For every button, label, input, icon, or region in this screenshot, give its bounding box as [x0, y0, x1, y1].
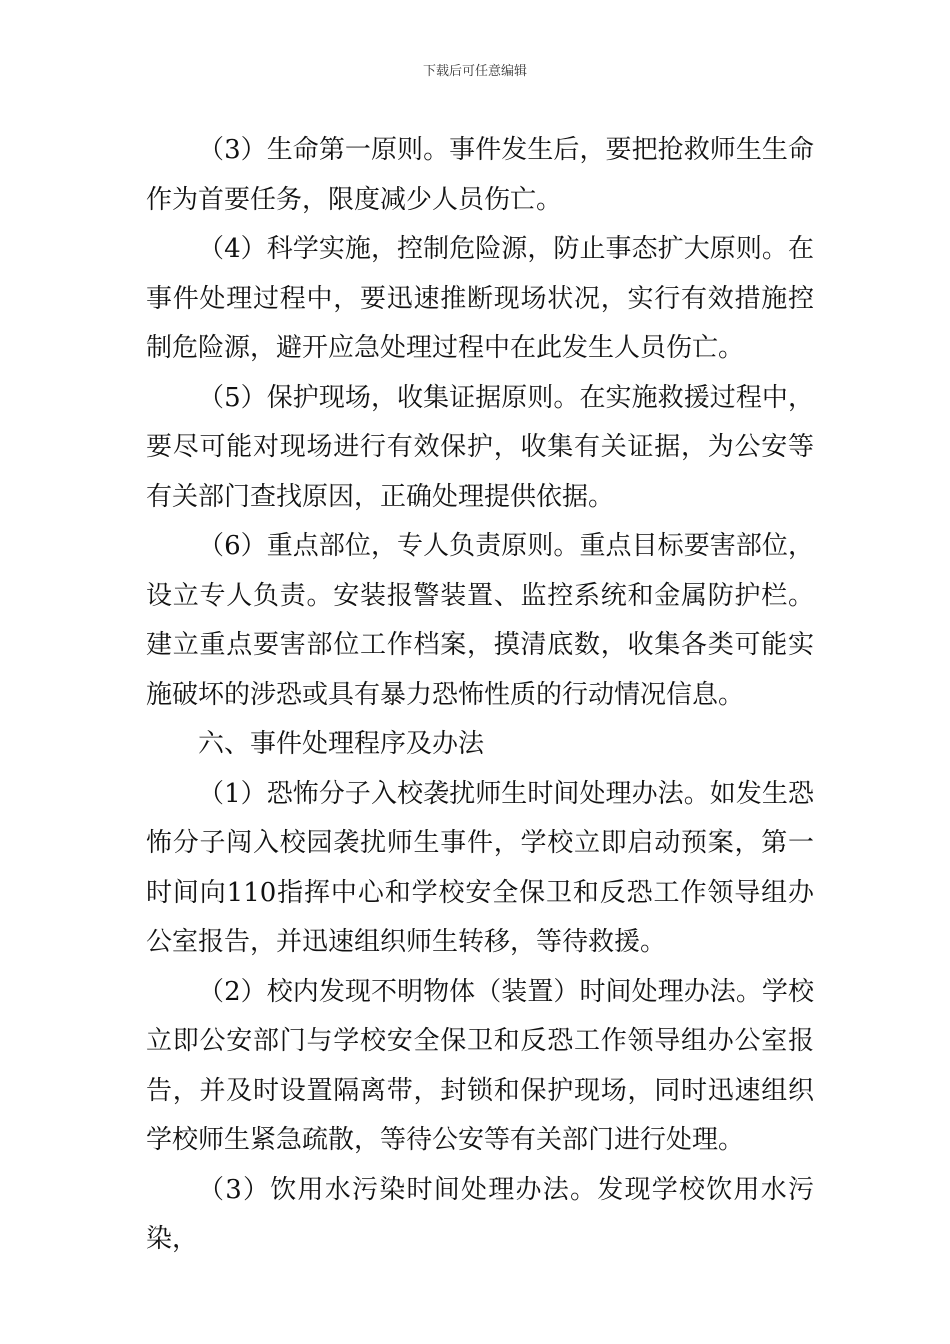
document-body — [146, 126, 814, 1265]
paragraph-principle-5: （5）保护现场，收集证据原则。在实施救援过程中，要尽可能对现场进行有效保护，收集有关证据，为公安等有关部门查找原因，正确处理提供依据。 — [146, 382, 814, 512]
paragraph-principle-3: （3）生命第一原则。事件发生后，要把抢救师生生命作为首要任务，限度减少人员伤亡。 — [146, 135, 814, 215]
page-header: 下载后可任意编辑 — [422, 64, 527, 79]
paragraph-procedure-2: （2）校内发现不明物体（装置）时间处理办法。学校立即公安部门与学校安全保卫和反恐工作领导组办公室报告，并及时设置隔离带，封锁和保护现场，同时迅速组织学校师生紧急疏散，等待公安等有关部门进行处理。 — [146, 976, 814, 1155]
paragraph-principle-6: （6）重点部位，专人负责原则。重点目标要害部位，设立专人负责。安装报警装置、监控系统和金属防护栏。建立重点要害部位工作档案，摸清底数，收集各类可能实施破坏的涉恐或具有暴力恐怖性质的行动情况信息。 — [146, 531, 814, 710]
paragraph-principle-4: （4）科学实施，控制危险源，防止事态扩大原则。在事件处理过程中，要迅速推断现场状况，实行有效措施控制危险源，避开应急处理过程中在此发生人员伤亡。 — [146, 234, 814, 363]
paragraph-procedure-3: （3）饮用水污染时间处理办法。发现学校饮用水污染， — [146, 1174, 814, 1254]
paragraph-procedure-1: （1）恐怖分子入校袭扰师生时间处理办法。如发生恐怖分子闯入校园袭扰师生事件，学校立即启动预案，第一时间向110指挥中心和学校安全保卫和反恐工作领导组办公室报告，并迅速组织师生转移，等待救援。 — [146, 778, 814, 957]
section-heading-6: 六、事件处理程序及办法 — [198, 729, 485, 759]
